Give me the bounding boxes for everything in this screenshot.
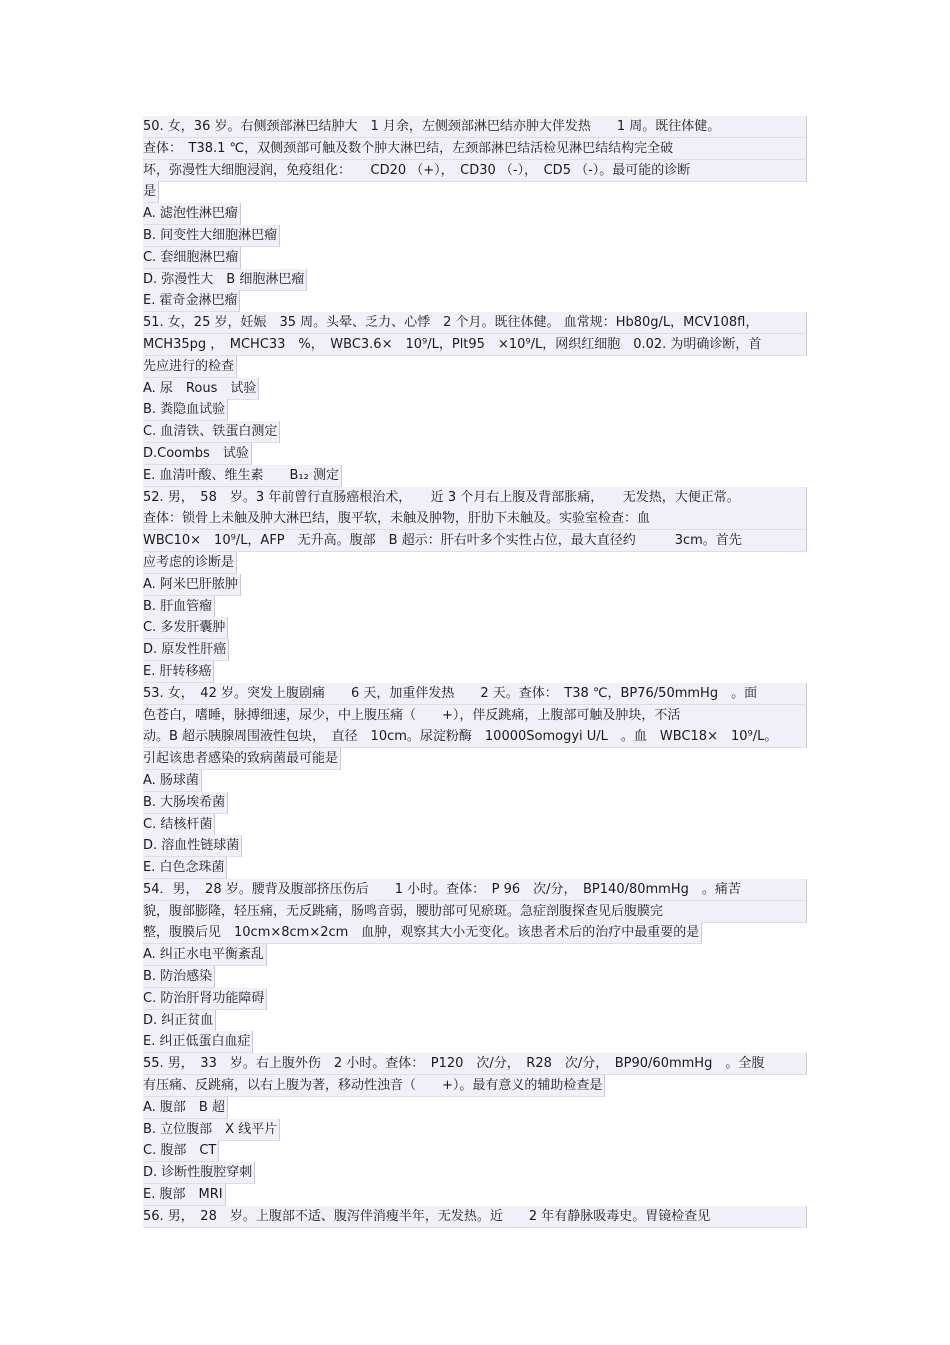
question-stem-line <box>143 334 808 356</box>
answer-option <box>143 225 808 247</box>
question-text: 56. 男， 28 岁。上腹部不适、腹泻伴消瘦半年，无发热。近 2 年有静脉吸毒史。胃镜检查见 <box>143 1206 807 1228</box>
option-text: E. 纠正低蛋白血症 <box>143 1031 253 1053</box>
question-text: 是 <box>143 181 159 203</box>
option-text: E. 血清叶酸、维生素 B₁₂ 测定 <box>143 465 342 487</box>
answer-option <box>143 269 808 291</box>
question-stem-line <box>143 1075 808 1097</box>
answer-option <box>143 378 808 400</box>
option-text: C. 腹部 CT <box>143 1140 219 1162</box>
answer-option <box>143 1097 808 1119</box>
answer-option <box>143 247 808 269</box>
option-text: B. 间变性大细胞淋巴瘤 <box>143 225 280 247</box>
answer-option <box>143 792 808 814</box>
question-text: 54．男， 28 岁。腰背及腹部挤压伤后 1 小时。查体： P 96 次/分， BP140/80mmHg 。痛苦 <box>143 879 807 901</box>
answer-option <box>143 1162 808 1184</box>
answer-option <box>143 421 808 443</box>
question-text: 51. 女，25 岁，妊娠 35 周。头晕、乏力、心悸 2 个月。既往体健。 血常规：Hb80g/L，MCV108fl， <box>143 312 807 334</box>
option-text: D. 诊断性腹腔穿刺 <box>143 1162 255 1184</box>
option-text: C. 结核杆菌 <box>143 814 215 836</box>
answer-option <box>143 443 808 465</box>
answer-option <box>143 944 808 966</box>
question-text: 查体：锁骨上未触及肿大淋巴结，腹平软，未触及肿物，肝肋下未触及。实验室检查：血 <box>143 508 807 530</box>
question-text: WBC10× 10⁹/L，AFP 无升高。腹部 B 超示：肝右叶多个实性占位，最大直径约 3cm。首先 <box>143 530 807 552</box>
answer-option <box>143 1184 808 1206</box>
question-stem-line <box>143 487 808 509</box>
question-text: 有压痛、反跳痛，以右上腹为著，移动性浊音（ +）。最有意义的辅助检查是 <box>143 1075 605 1097</box>
option-text: A. 纠正水电平衡紊乱 <box>143 944 267 966</box>
question-stem-line <box>143 356 808 378</box>
question-stem-line <box>143 748 808 770</box>
question-stem-line <box>143 922 808 944</box>
question-text: 53. 女， 42 岁。突发上腹剧痛 6 天，加重伴发热 2 天。查体： T38 ℃，BP76/50mmHg 。面 <box>143 683 807 705</box>
question-text: 色苍白，嗜睡，脉搏细速，尿少，中上腹压痛（ +），伴反跳痛，上腹部可触及肿块，不活 <box>143 705 807 727</box>
question-stem-line <box>143 552 808 574</box>
question-text: 整，腹膜后见 10cm×8cm×2cm 血肿，观察其大小无变化。该患者术后的治疗中最重要的是 <box>143 922 702 944</box>
option-text: C. 血清铁、铁蛋白测定 <box>143 421 280 443</box>
option-text: B. 防治感染 <box>143 966 215 988</box>
option-text: A. 肠球菌 <box>143 770 202 792</box>
answer-option <box>143 617 808 639</box>
answer-option <box>143 988 808 1010</box>
question-text: 查体： T38.1 ℃，双侧颈部可触及数个肿大淋巴结，左颈部淋巴结活检见淋巴结结构完全破 <box>143 138 807 160</box>
question-stem-line <box>143 530 808 552</box>
answer-option <box>143 596 808 618</box>
option-text: E. 肝转移癌 <box>143 661 214 683</box>
option-text: A. 尿 Rous 试验 <box>143 378 259 400</box>
answer-option <box>143 661 808 683</box>
question-stem-line <box>143 160 808 182</box>
option-text: B. 立位腹部 X 线平片 <box>143 1119 280 1141</box>
question-stem-line <box>143 181 808 203</box>
answer-option <box>143 1119 808 1141</box>
option-text: D.Coombs 试验 <box>143 443 252 465</box>
option-text: B. 粪隐血试验 <box>143 399 228 421</box>
question-text: 52. 男， 58 岁。3 年前曾行直肠癌根治术， 近 3 个月右上腹及背部胀痛， 无发热，大便正常。 <box>143 487 807 509</box>
question-text: 动。B 超示胰腺周围液性包块， 直径 10cm。尿淀粉酶 10000Somogyi U/L 。血 WBC18× 10⁹/L。 <box>143 726 807 748</box>
answer-option <box>143 399 808 421</box>
option-text: D. 原发性肝癌 <box>143 639 229 661</box>
answer-option <box>143 1140 808 1162</box>
answer-option <box>143 770 808 792</box>
question-stem-line <box>143 683 808 705</box>
question-text: 貌，腹部膨隆，轻压痛，无反跳痛，肠鸣音弱，腰肋部可见瘀斑。急症剖腹探查见后腹膜完 <box>143 901 807 923</box>
question-text: 引起该患者感染的致病菌最可能是 <box>143 748 341 770</box>
option-text: C. 防治肝肾功能障碍 <box>143 988 267 1010</box>
question-text: 坏，弥漫性大细胞浸润，免疫组化： CD20 （+）， CD30 （-）， CD5 （-）。最可能的诊断 <box>143 160 807 182</box>
option-text: B. 大肠埃希菌 <box>143 792 228 814</box>
option-text: D. 纠正贫血 <box>143 1010 216 1032</box>
option-text: D. 弥漫性大 B 细胞淋巴瘤 <box>143 269 307 291</box>
answer-option <box>143 966 808 988</box>
question-text: MCH35pg ， MCHC33 %， WBC3.6× 10⁹/L，Plt95 ×10⁹/L，网织红细胞 0.02. 为明确诊断，首 <box>143 334 807 356</box>
question-stem-line <box>143 116 808 138</box>
answer-option <box>143 465 808 487</box>
question-stem-line <box>143 138 808 160</box>
option-text: D. 溶血性链球菌 <box>143 835 242 857</box>
question-stem-line <box>143 901 808 923</box>
answer-option <box>143 1031 808 1053</box>
answer-option <box>143 857 808 879</box>
answer-option <box>143 814 808 836</box>
question-stem-line <box>143 312 808 334</box>
question-stem-line <box>143 508 808 530</box>
document-page <box>143 116 808 1228</box>
option-text: E. 霍奇金淋巴瘤 <box>143 290 240 312</box>
question-stem-line <box>143 726 808 748</box>
option-text: A. 腹部 B 超 <box>143 1097 228 1119</box>
option-text: C. 多发肝囊肿 <box>143 617 228 639</box>
question-stem-line <box>143 1053 808 1075</box>
answer-option <box>143 1010 808 1032</box>
option-text: E. 腹部 MRI <box>143 1184 226 1206</box>
option-text: E. 白色念珠菌 <box>143 857 227 879</box>
question-text: 55. 男， 33 岁。右上腹外伤 2 小时。查体： P120 次/分， R28 次/分， BP90/60mmHg 。全腹 <box>143 1053 807 1075</box>
answer-option <box>143 203 808 225</box>
option-text: A. 滤泡性淋巴瘤 <box>143 203 241 225</box>
question-text: 应考虑的诊断是 <box>143 552 237 574</box>
question-text: 50. 女，36 岁。右侧颈部淋巴结肿大 1 月余，左侧颈部淋巴结亦肿大伴发热 1 周。既往体健。 <box>143 116 807 138</box>
option-text: B. 肝血管瘤 <box>143 596 215 618</box>
question-stem-line <box>143 1206 808 1228</box>
answer-option <box>143 290 808 312</box>
question-text: 先应进行的检查 <box>143 356 237 378</box>
answer-option <box>143 835 808 857</box>
answer-option <box>143 639 808 661</box>
question-stem-line <box>143 879 808 901</box>
option-text: C. 套细胞淋巴瘤 <box>143 247 241 269</box>
question-stem-line <box>143 705 808 727</box>
answer-option <box>143 574 808 596</box>
option-text: A. 阿米巴肝脓肿 <box>143 574 241 596</box>
